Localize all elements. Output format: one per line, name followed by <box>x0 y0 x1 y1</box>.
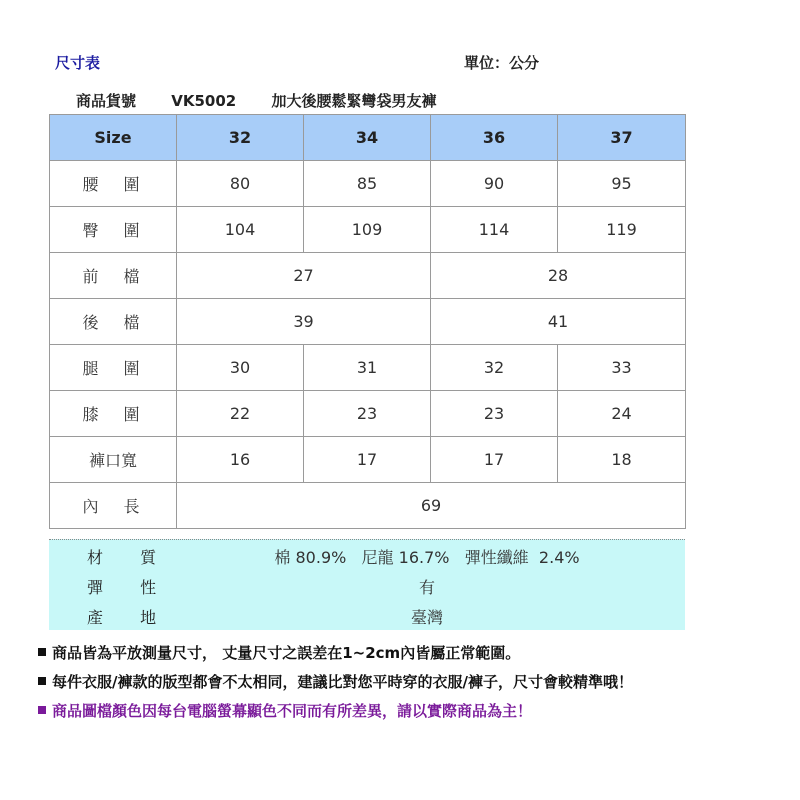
material-row-origin <box>49 600 685 630</box>
bullet-square-icon <box>38 706 46 714</box>
material-row-fabric <box>49 540 685 570</box>
cell: 23 <box>431 391 558 437</box>
table-row <box>50 299 686 345</box>
note-text: 商品圖檔顏色因每台電腦螢幕顯色不同而有所差異，請以實際商品為主！ <box>52 702 533 720</box>
table-row <box>50 207 686 253</box>
product-name: 加大後腰鬆緊彎袋男友褲 <box>271 92 437 110</box>
row-label-hem: 褲口寬 <box>50 437 177 483</box>
table-row <box>50 253 686 299</box>
cell: 90 <box>431 161 558 207</box>
size-header: 37 <box>558 115 686 161</box>
cell: 23 <box>304 391 431 437</box>
cell: 69 <box>177 483 686 529</box>
cell: 27 <box>177 253 431 299</box>
cell: 104 <box>177 207 304 253</box>
material-label: 材 質 <box>87 548 173 567</box>
size-table <box>49 114 686 529</box>
note-item <box>38 642 520 663</box>
bullet-square-icon <box>38 648 46 656</box>
cell: 30 <box>177 345 304 391</box>
cell: 114 <box>431 207 558 253</box>
bullet-square-icon <box>38 677 46 685</box>
size-header: 36 <box>431 115 558 161</box>
size-header: Size <box>50 115 177 161</box>
cell: 18 <box>558 437 686 483</box>
cell: 17 <box>431 437 558 483</box>
material-panel <box>49 539 685 630</box>
note-text: 每件衣服/褲款的版型都會不太相同，建議比對您平時穿的衣服/褲子，尺寸會較精準哦！ <box>52 673 633 691</box>
table-row <box>50 161 686 207</box>
note-item <box>38 700 532 721</box>
page-title: 尺寸表 <box>55 54 101 72</box>
product-code-label: 商品貨號 <box>76 92 137 110</box>
note-item <box>38 671 633 692</box>
row-label-knee: 膝 圍 <box>50 391 177 437</box>
stretch-label: 彈 性 <box>87 578 173 597</box>
row-label-waist: 腰 圍 <box>50 161 177 207</box>
cell: 39 <box>177 299 431 345</box>
cell: 85 <box>304 161 431 207</box>
product-info <box>76 90 466 111</box>
cell: 22 <box>177 391 304 437</box>
product-code: VK5002 <box>171 92 237 110</box>
material-value: 棉 80.9% 尼龍 16.7% 彈性纖維 2.4% <box>274 548 580 567</box>
cell: 24 <box>558 391 686 437</box>
material-row-stretch <box>49 570 685 600</box>
size-header-row <box>50 115 686 161</box>
cell: 41 <box>431 299 686 345</box>
row-label-thigh: 腿 圍 <box>50 345 177 391</box>
row-label-hip: 臀 圍 <box>50 207 177 253</box>
cell: 33 <box>558 345 686 391</box>
table-row <box>50 483 686 529</box>
row-label-inseam: 內 長 <box>50 483 177 529</box>
note-text: 商品皆為平放測量尺寸， 丈量尺寸之誤差在1~2cm內皆屬正常範圍。 <box>52 644 521 662</box>
row-label-back-rise: 後 檔 <box>50 299 177 345</box>
row-label-front-rise: 前 檔 <box>50 253 177 299</box>
table-row <box>50 391 686 437</box>
table-row <box>50 437 686 483</box>
size-header: 32 <box>177 115 304 161</box>
cell: 31 <box>304 345 431 391</box>
cell: 119 <box>558 207 686 253</box>
origin-label: 產 地 <box>87 608 173 627</box>
unit-label: 單位：公分 <box>464 54 540 72</box>
cell: 80 <box>177 161 304 207</box>
origin-value: 臺灣 <box>410 608 443 627</box>
cell: 32 <box>431 345 558 391</box>
cell: 17 <box>304 437 431 483</box>
cell: 28 <box>431 253 686 299</box>
cell: 16 <box>177 437 304 483</box>
table-row <box>50 345 686 391</box>
cell: 109 <box>304 207 431 253</box>
stretch-value: 有 <box>418 578 435 597</box>
cell: 95 <box>558 161 686 207</box>
size-header: 34 <box>304 115 431 161</box>
